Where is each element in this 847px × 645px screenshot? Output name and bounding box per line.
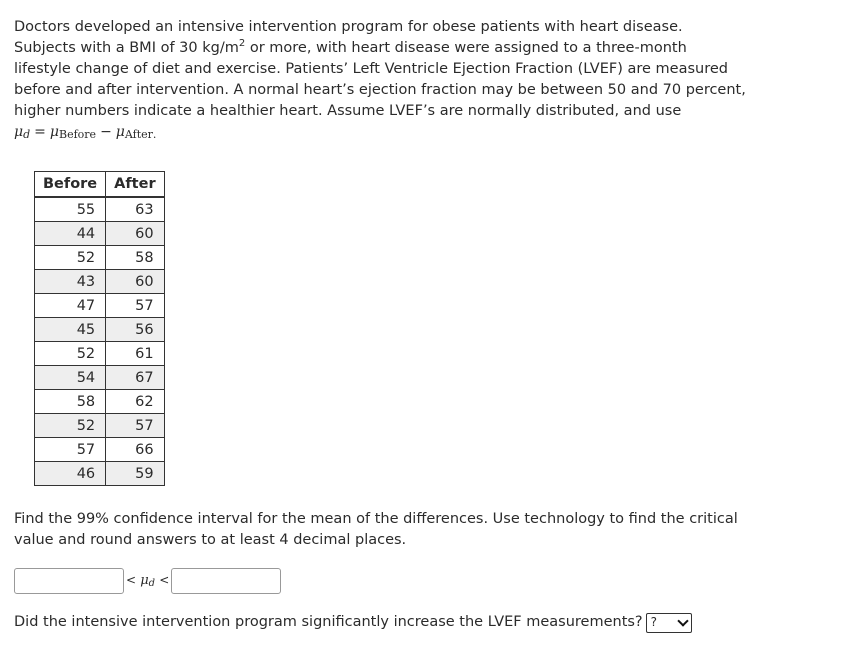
before-cell: 54 [35,366,106,390]
problem-statement [14,17,814,145]
formula-equals: = [34,124,46,140]
after-cell: 63 [106,197,164,222]
after-cell: 66 [106,438,164,462]
table-row [35,366,165,390]
table-row [35,390,165,414]
table-row [35,438,165,462]
after-cell: 61 [106,342,164,366]
before-cell: 44 [35,222,106,246]
significance-select[interactable] [646,613,692,633]
significance-select-value: ? [650,615,658,629]
chevron-down-icon [677,615,688,626]
before-cell: 45 [35,318,106,342]
lower-bound-input[interactable] [14,568,124,594]
confidence-interval-row [14,566,281,596]
table-row [35,342,165,366]
after-cell: 57 [106,294,164,318]
problem-line-4: before and after intervention. A normal heart’s ejection fraction may be between 50 and 70 percent, [14,82,746,98]
after-cell: 60 [106,222,164,246]
header-before: Before [35,172,106,198]
significance-question-text: Did the intensive intervention program significantly increase the LVEF measurements? [14,614,643,630]
header-after: After [106,172,164,198]
table-row [35,270,165,294]
table-row [35,294,165,318]
ci-question-line-1: Find the 99% confidence interval for the mean of the differences. Use technology to find the critical [14,511,738,527]
after-cell: 56 [106,318,164,342]
after-cell: 60 [106,270,164,294]
before-cell: 52 [35,246,106,270]
problem-line-2-sup: 2 [238,38,246,49]
problem-line-2-post: or more, with heart disease were assigned to a three-month [245,40,687,56]
table-row [35,197,165,222]
problem-line-2-pre: Subjects with a BMI of 30 kg/m [14,40,239,56]
before-cell: 52 [35,342,106,366]
before-cell: 46 [35,462,106,486]
after-cell: 58 [106,246,164,270]
upper-bound-input[interactable] [171,568,281,594]
before-cell: 43 [35,270,106,294]
formula-mu-before: μBefore [49,124,97,141]
problem-line-2 [14,38,814,59]
before-cell: 55 [35,197,106,222]
table-row [35,414,165,438]
table-row [35,222,165,246]
ci-question [14,509,754,551]
after-cell: 57 [106,414,164,438]
after-cell: 59 [106,462,164,486]
ci-inequality: < μd < [126,573,170,589]
table-header-row [35,172,165,198]
before-cell: 47 [35,294,106,318]
table-row [35,318,165,342]
significance-question [14,612,692,633]
problem-line-1: Doctors developed an intensive intervention program for obese patients with heart disease. [14,19,683,35]
after-cell: 67 [106,366,164,390]
before-cell: 52 [35,414,106,438]
ci-question-line-2: value and round answers to at least 4 decimal places. [14,532,407,548]
data-table [34,171,165,486]
table-row [35,246,165,270]
problem-line-5: higher numbers indicate a healthier heart. Assume LVEF’s are normally distributed, and use [14,103,682,119]
before-cell: 58 [35,390,106,414]
difference-formula [14,122,814,145]
problem-line-3: lifestyle change of diet and exercise. Patients’ Left Ventricle Ejection Fraction (LVEF) are measured [14,61,728,77]
formula-period: . [152,128,157,141]
formula-mu-d: μd [14,124,31,141]
formula-minus: − [100,124,112,140]
before-cell: 57 [35,438,106,462]
table-row [35,462,165,486]
formula-mu-after: μAfter [115,124,153,141]
after-cell: 62 [106,390,164,414]
